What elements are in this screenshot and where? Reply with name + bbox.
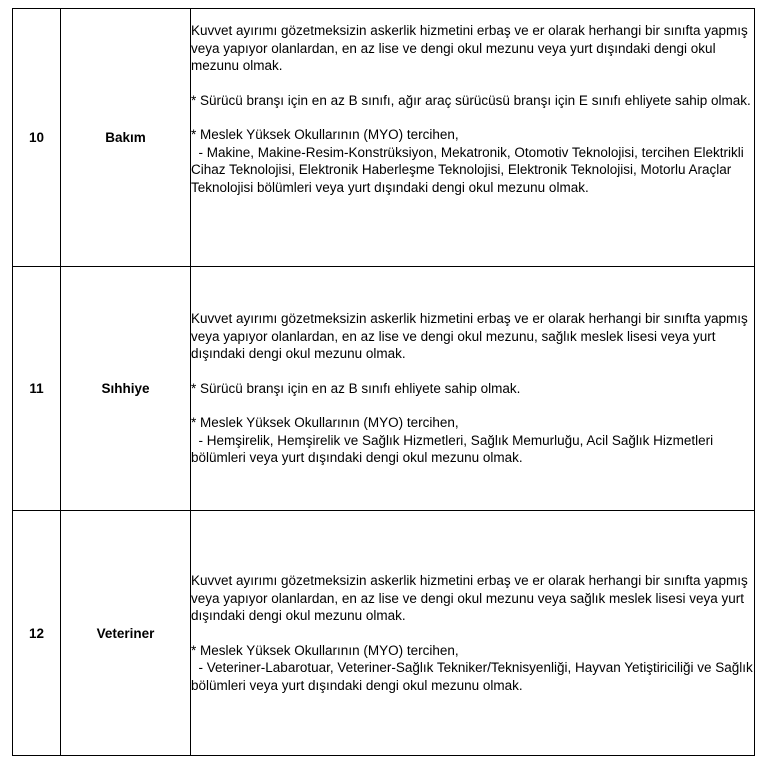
requirement-cell	[191, 9, 755, 267]
myo-programs	[191, 659, 757, 694]
branch-name: Sıhhiye	[61, 267, 191, 511]
table-row	[13, 267, 755, 511]
myo-intro: * Meslek Yüksek Okullarının (MYO) tercihen,	[191, 127, 459, 142]
myo-intro: * Meslek Yüksek Okullarının (MYO) tercihen,	[191, 415, 459, 431]
branch-name: Bakım	[61, 9, 191, 267]
table-row	[13, 511, 755, 756]
table-row	[13, 9, 755, 267]
row-number: 11	[13, 267, 61, 511]
myo-programs-text: - Makine, Makine-Resim-Konstrüksiyon, Mekatronik, Otomotiv Teknolojisi, tercihen Elektrikli Cihaz Teknolojisi, Elektronik Haberleşme Teknolojisi, Elektronik Teknolojisi, Motorlu Araçlar Teknolojisi bölümleri veya yurt dışındaki dengi okul mezunu olmak.	[191, 144, 748, 195]
requirement-cell	[191, 267, 755, 511]
myo-programs	[191, 144, 754, 197]
requirement-text: Kuvvet ayırımı gözetmeksizin askerlik hizmetini erbaş ve er olarak herhangi bir sınıfta yapmış veya yapıyor olanlardan, en az lise ve dengi okul mezunu, sağlık meslek lisesi veya yurt dışındaki dengi okul mezunu olmak.	[191, 311, 752, 362]
driver-note: * Sürücü branşı için en az B sınıfı, ağır araç sürücüsü branşı için E sınıfı ehliyete sahip olmak.	[191, 92, 751, 108]
driver-note: * Sürücü branşı için en az B sınıfı ehliyete sahip olmak.	[191, 380, 521, 396]
myo-programs-text: - Veteriner-Labarotuar, Veteriner-Sağlık Tekniker/Teknisyenliği, Hayvan Yetiştiriciliği ve Sağlık bölümleri veya yurt dışındaki dengi okul mezunu olmak.	[191, 660, 757, 693]
myo-programs	[191, 432, 754, 467]
requirement-text: Kuvvet ayırımı gözetmeksizin askerlik hizmetini erbaş ve er olarak herhangi bir sınıfta yapmış veya yapıyor olanlardan, en az lise ve dengi okul mezunu veya yurt dışındaki dengi okul mezunu olmak.	[191, 23, 752, 73]
row-number: 12	[13, 511, 61, 756]
requirement-text: Kuvvet ayırımı gözetmeksizin askerlik hizmetini erbaş ve er olarak herhangi bir sınıfta yapmış veya yapıyor olanlardan, en az lise ve dengi okul mezunu veya sağlık meslek lisesi veya yurt dışındaki dengi okul mezunu olmak.	[191, 573, 752, 623]
requirement-cell	[191, 511, 755, 756]
row-number: 10	[13, 9, 61, 267]
myo-programs-text: - Hemşirelik, Hemşirelik ve Sağlık Hizmetleri, Sağlık Memurluğu, Acil Sağlık Hizmetleri bölümleri veya yurt dışındaki dengi okul mezunu olmak.	[191, 432, 717, 466]
requirements-table	[12, 8, 755, 756]
myo-intro: * Meslek Yüksek Okullarının (MYO) tercihen,	[191, 642, 459, 658]
branch-name: Veteriner	[61, 511, 191, 756]
